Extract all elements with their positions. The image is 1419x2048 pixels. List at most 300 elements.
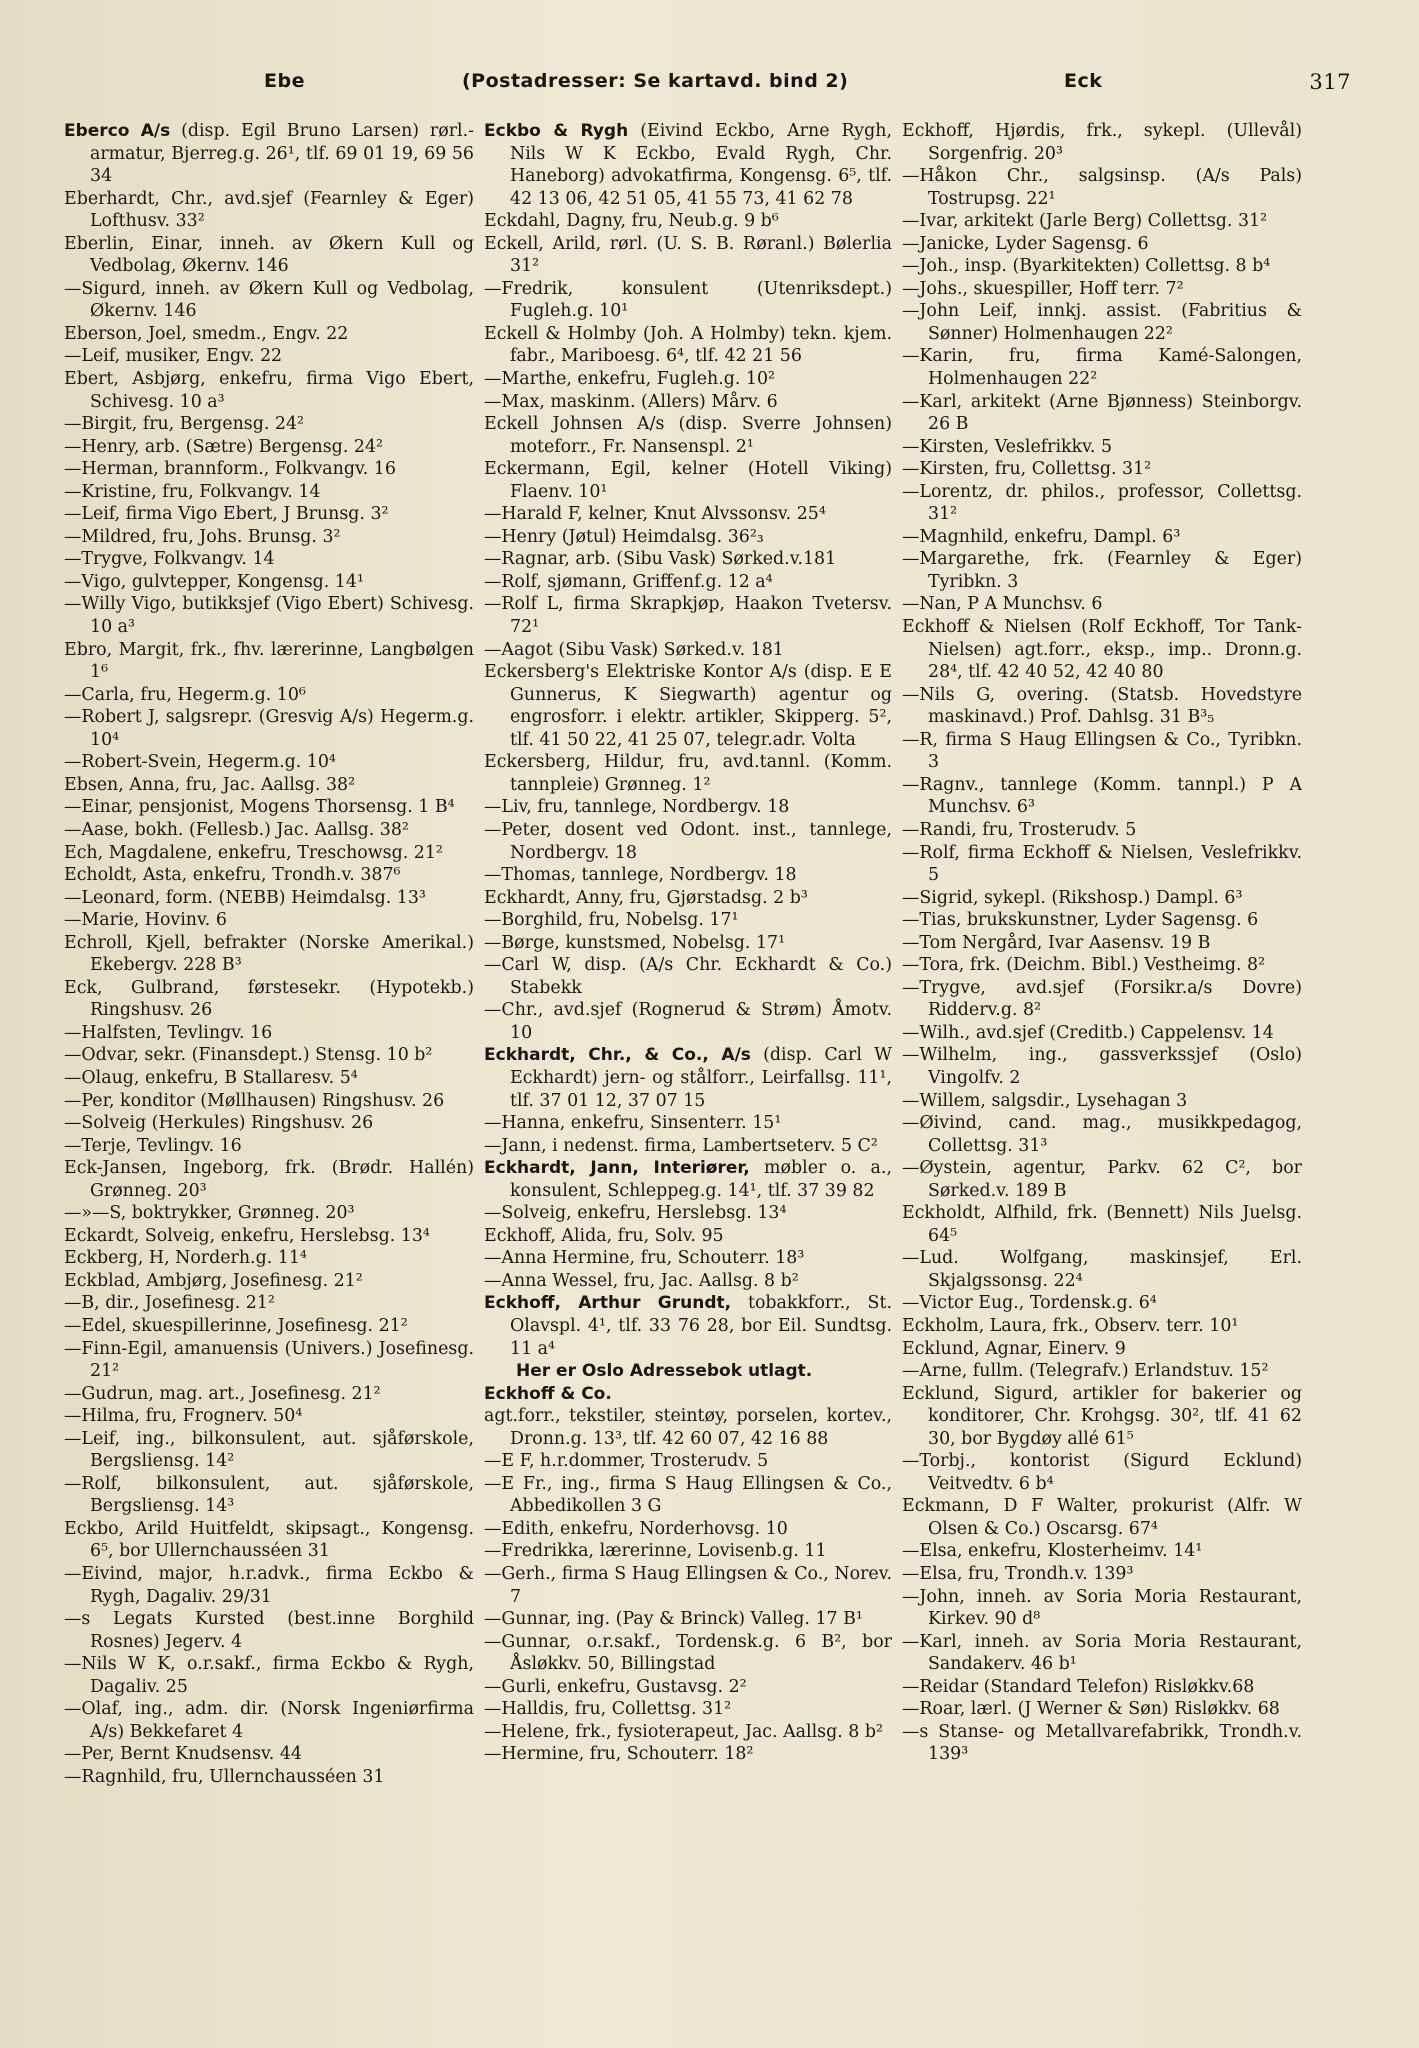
entry-text: —Hanna, enkefru, Sinsenterr. 15¹: [484, 1113, 782, 1134]
directory-columns: [64, 120, 1385, 2030]
directory-entry: [64, 751, 474, 774]
notice-line: Her er Oslo Adressebok utlagt.: [516, 1361, 813, 1382]
entry-text: —John, inneh. av Soria Moria Restaurant, Kirkev. 90 d⁸: [902, 1586, 1302, 1630]
entry-text: —Børge, kunstsmed, Nobelsg. 17¹: [484, 932, 786, 953]
entry-text: —Anna Hermine, fru, Schouterr. 18³: [484, 1248, 805, 1269]
directory-entry: [64, 413, 474, 436]
entry-text: —Fredrik, konsulent (Utenriksdept.) Fugleh.g. 10¹: [484, 278, 892, 322]
entry-text: —Harald F, kelner, Knut Alvssonsv. 25⁴: [484, 504, 826, 525]
entry-text: (Eivind Eckbo, Arne Rygh, Nils W K Eckbo, Evald Rygh, Chr. Haneborg) advokatfirma, Kongensg. 6⁵, tlf. 42 13 06, 42 51 05, 41 55 73, 41 62 78: [510, 121, 892, 209]
entry-text: —Jann, i nedenst. firma, Lambertseterv. 5 C²: [484, 1135, 878, 1156]
directory-entry: [64, 977, 474, 1022]
entry-text: —Fredrikka, lærerinne, Lovisenb.g. 11: [484, 1541, 827, 1562]
directory-entry: [902, 774, 1302, 819]
entry-text: —Tom Nergård, Ivar Aasensv. 19 B: [902, 932, 1211, 953]
directory-entry: [64, 1270, 474, 1293]
directory-entry: [484, 1292, 892, 1360]
entry-text: —Elsa, enkefru, Klosterheimv. 14¹: [902, 1541, 1203, 1562]
directory-entry: [484, 1473, 892, 1518]
directory-entry: [484, 368, 892, 391]
entry-text: —Rolf, firma Eckhoff & Nielsen, Veslefrikkv. 5: [902, 842, 1302, 886]
entry-text: —Sigrid, sykepl. (Rikshosp.) Dampl. 6³: [902, 887, 1243, 908]
entry-text: Eckersberg, Hildur, fru, avd.tannl. (Komm. tannpleie) Grønneg. 1²: [484, 752, 892, 795]
entry-text: Eck-Jansen, Ingeborg, frk. (Brødr. Hallén) Grønneg. 20³: [64, 1158, 474, 1201]
entry-text: —Margarethe, frk. (Fearnley & Eger) Tyribkn. 3: [902, 549, 1302, 592]
directory-entry: [64, 548, 474, 571]
directory-entry: [902, 684, 1302, 729]
directory-entry: [484, 1405, 892, 1450]
directory-entry: [902, 1044, 1302, 1089]
entry-text: Eckberg, H, Norderh.g. 11⁴: [64, 1248, 307, 1269]
directory-entry: [902, 729, 1302, 774]
entry-text: (disp. Carl W Eckhardt) jern- og stålforr., Leirfallsg. 11¹, tlf. 37 01 12, 37 07 15: [510, 1045, 892, 1111]
entry-text: —Robert-Svein, Hegerm.g. 10⁴: [64, 752, 336, 773]
directory-entry: [484, 1225, 892, 1248]
page-number: 317: [1309, 70, 1351, 94]
entry-text: —Max, maskinm. (Allers) Mårv. 6: [484, 391, 778, 412]
entry-text: —Øivind, cand. mag., musikkpedagog, Collettsg. 31³: [902, 1113, 1302, 1156]
entry-firm-name: Eckhoff, Arthur Grundt,: [484, 1293, 732, 1314]
entry-text: —Magnhild, enkefru, Dampl. 6³: [902, 526, 1181, 547]
directory-entry: [64, 345, 474, 368]
directory-entry: [902, 436, 1302, 459]
directory-entry: [902, 1157, 1302, 1202]
directory-entry: [64, 887, 474, 910]
entry-text: Eckholdt, Alfhild, frk. (Bennett) Nils Juelsg. 64⁵: [902, 1203, 1302, 1246]
entry-text: —Finn-Egil, amanuensis (Univers.) Josefinesg. 21²: [64, 1338, 474, 1382]
entry-text: Ebro, Margit, frk., fhv. lærerinne, Langbølgen 1⁶: [64, 639, 474, 683]
directory-entry: [902, 819, 1302, 842]
header-right-guideword: Eck: [1064, 70, 1103, 92]
entry-text: —Kirsten, Veslefrikkv. 5: [902, 436, 1113, 457]
directory-entry: [64, 188, 474, 233]
directory-entry: [484, 1676, 892, 1699]
directory-entry: [484, 909, 892, 932]
directory-entry: [484, 796, 892, 819]
entry-text: —Trygve, avd.sjef (Forsikr.a/s Dovre) Ridderv.g. 8²: [902, 977, 1302, 1021]
directory-entry: [64, 1202, 474, 1225]
directory-entry: [64, 639, 474, 684]
entry-text: —Rolf L, firma Skrapkjøp, Haakon Tvetersv. 72¹: [484, 594, 892, 638]
directory-entry: [484, 548, 892, 571]
directory-entry: [64, 1044, 474, 1067]
directory-entry: [902, 1112, 1302, 1157]
directory-entry: [902, 1315, 1302, 1338]
entry-text: —Borghild, fru, Nobelsg. 17¹: [484, 910, 739, 931]
directory-entry: [484, 954, 892, 999]
entry-text: —Trygve, Folkvangv. 14: [64, 549, 275, 570]
entry-text: —Willem, salgsdir., Lysehagan 3: [902, 1090, 1188, 1111]
directory-entry: [484, 1518, 892, 1541]
directory-entry: [484, 1383, 892, 1406]
entry-text: —Kirsten, fru, Collettsg. 31²: [902, 459, 1152, 480]
entry-text: —Herman, brannform., Folkvangv. 16: [64, 459, 396, 480]
entry-text: —Olaug, enkefru, B Stallaresv. 5⁴: [64, 1067, 358, 1088]
entry-text: —Victor Eug., Tordensk.g. 6⁴: [902, 1293, 1157, 1314]
entry-text: —Johs., skuespiller, Hoff terr. 7²: [902, 278, 1184, 299]
entry-text: —Ragnar, arb. (Sibu Vask) Sørked.v.181: [484, 549, 837, 570]
entry-text: —Edel, skuespillerinne, Josefinesg. 21²: [64, 1315, 408, 1336]
directory-entry: [902, 593, 1302, 616]
entry-text: —Birgit, fru, Bergensg. 24²: [64, 414, 305, 435]
entry-text: —Wilhelm, ing., gassverkssjef (Oslo) Vingolfv. 2: [902, 1045, 1302, 1088]
directory-entry: [64, 436, 474, 459]
entry-text: —Karin, fru, firma Kamé-Salongen, Holmenhaugen 22²: [902, 346, 1302, 390]
directory-entry: [484, 1247, 892, 1270]
directory-entry: [64, 233, 474, 278]
entry-text: —Odvar, sekr. (Finansdept.) Stensg. 10 b²: [64, 1045, 433, 1066]
entry-text: Eck, Gulbrand, førstesekr. (Hypotekb.) Ringshusv. 26: [64, 977, 474, 1021]
entry-text: —Solveig, enkefru, Herslebsg. 13⁴: [484, 1203, 787, 1224]
entry-text: —Edith, enkefru, Norderhovsg. 10: [484, 1518, 788, 1539]
directory-entry: [484, 1698, 892, 1721]
directory-entry: [484, 1721, 892, 1744]
directory-entry: [484, 1270, 892, 1293]
directory-entry: [902, 1631, 1302, 1676]
directory-entry: [64, 1698, 474, 1743]
directory-entry: [902, 1022, 1302, 1045]
entry-text: —John Leif, innkj. assist. (Fabritius & Sønner) Holmenhaugen 22²: [902, 301, 1302, 344]
entry-text: —Solveig (Herkules) Ringshusv. 26: [64, 1113, 374, 1134]
directory-entry: [64, 526, 474, 549]
entry-text: —Marthe, enkefru, Fugleh.g. 10²: [484, 369, 776, 390]
directory-entry: [64, 932, 474, 977]
directory-entry: [484, 1743, 892, 1766]
directory-entry: [902, 1721, 1302, 1766]
directory-entry: [902, 887, 1302, 910]
directory-entry: [64, 1518, 474, 1563]
directory-entry: [64, 1338, 474, 1383]
directory-entry: [902, 1676, 1302, 1699]
entry-text: —Lud. Wolfgang, maskinsjef, Erl. Skjalgssonsg. 22⁴: [902, 1248, 1302, 1291]
entry-text: —R, firma S Haug Ellingsen & Co., Tyribkn. 3: [902, 729, 1302, 773]
entry-text: —Halldis, fru, Collettsg. 31²: [484, 1699, 732, 1720]
entry-text: —Robert J, salgsrepr. (Gresvig A/s) Hegerm.g. 10⁴: [64, 707, 474, 750]
entry-text: —E F, h.r.dommer, Trosterudv. 5: [484, 1451, 769, 1472]
directory-entry: [484, 932, 892, 955]
entry-text: Eckhardt, Anny, fru, Gjørstadsg. 2 b³: [484, 887, 808, 908]
directory-entry: [64, 909, 474, 932]
entry-text: Eckblad, Ambjørg, Josefinesg. 21²: [64, 1270, 363, 1291]
directory-entry: [902, 233, 1302, 256]
directory-entry: [64, 120, 474, 188]
entry-text: —Mildred, fru, Johs. Brunsg. 3²: [64, 526, 341, 547]
column-2: [484, 120, 892, 2030]
entry-text: —Karl, inneh. av Soria Moria Restaurant, Sandakerv. 46 b¹: [902, 1631, 1302, 1675]
entry-text: —s Stanse- og Metallvarefabrikk, Trondh.v. 139³: [902, 1721, 1302, 1765]
directory-entry: [484, 323, 892, 368]
entry-text: Eckhoff & Nielsen (Rolf Eckhoff, Tor Tank-Nielsen) agt.forr., eksp., imp.. Dronn.g. 28⁴, tlf. 42 40 52, 42 40 80: [902, 617, 1302, 683]
entry-text: —»—S, boktrykker, Grønneg. 20³: [64, 1203, 355, 1224]
directory-entry: [64, 1653, 474, 1698]
directory-entry: [902, 1202, 1302, 1247]
entry-text: Eckhoff, Hjørdis, frk., sykepl. (Ullevål) Sorgenfrig. 20³: [902, 121, 1302, 164]
entry-text: Eckell Johnsen A/s (disp. Sverre Johnsen) moteforr., Fr. Nansenspl. 2¹: [484, 414, 892, 457]
directory-entry: [484, 1135, 892, 1158]
entry-text: —Vigo, gulvtepper, Kongensg. 14¹: [64, 571, 364, 592]
entry-text: —Arne, fullm. (Telegrafv.) Erlandstuv. 15²: [902, 1361, 1269, 1382]
directory-entry: [484, 1044, 892, 1112]
entry-text: —Leif, firma Vigo Ebert, J Brunsg. 3²: [64, 504, 389, 525]
directory-entry: [64, 1315, 474, 1338]
directory-entry: [902, 932, 1302, 955]
entry-text: —Leif, musiker, Engv. 22: [64, 346, 283, 367]
entry-text: —Henry, arb. (Sætre) Bergensg. 24²: [64, 436, 383, 457]
entry-text: —Marie, Hovinv. 6: [64, 910, 227, 931]
directory-entry: [64, 1135, 474, 1158]
entry-text: —Reidar (Standard Telefon) Risløkkv.68: [902, 1676, 1255, 1697]
directory-entry: [902, 1292, 1302, 1315]
directory-entry: [902, 255, 1302, 278]
entry-text: Eckersberg's Elektriske Kontor A/s (disp. E E Gunnerus, K Siegwarth) agentur og engrosforr. i elektr. artikler, Skipperg. 5², tlf. 41 50 22, 41 25 07, telegr.adr. Volta: [484, 662, 892, 750]
directory-entry: [902, 1495, 1302, 1540]
directory-entry: [64, 1383, 474, 1406]
entry-firm-name: Eckbo & Rygh: [484, 121, 629, 141]
directory-entry: [64, 1247, 474, 1270]
page-header: [64, 70, 1385, 104]
directory-entry: [902, 481, 1302, 526]
directory-entry: [484, 639, 892, 662]
directory-entry: [484, 887, 892, 910]
entry-text: —Ivar, arkitekt (Jarle Berg) Collettsg. 31²: [902, 211, 1268, 232]
directory-entry: [484, 413, 892, 458]
directory-entry: [902, 1360, 1302, 1383]
directory-entry: [902, 1383, 1302, 1451]
entry-text: —Hermine, fru, Schouterr. 18²: [484, 1744, 754, 1765]
entry-text: Eberson, Joel, smedm., Engv. 22: [64, 323, 349, 344]
directory-entry: [64, 684, 474, 707]
entry-text: —Gunnar, o.r.sakf., Tordensk.g. 6 B², bor Åsløkkv. 50, Billingstad: [484, 1631, 892, 1675]
entry-text: Ecklund, Agnar, Einerv. 9: [902, 1338, 1126, 1359]
directory-entry: [64, 1766, 474, 1789]
directory-entry: [484, 1112, 892, 1135]
entry-text: —Gudrun, mag. art., Josefinesg. 21²: [64, 1383, 381, 1404]
entry-text: —Thomas, tannlege, Nordbergv. 18: [484, 865, 797, 886]
entry-text: tobakkforr., St. Olavspl. 4¹, tlf. 33 76 28, bor Eil. Sundtsg. 11 a⁴: [510, 1293, 892, 1359]
entry-text: —Eivind, major, h.r.advk., firma Eckbo & Rygh, Dagaliv. 29/31: [64, 1564, 474, 1607]
entry-text: —Ragnv., tannlege (Komm. tannpl.) P A Munchsv. 6³: [902, 774, 1302, 818]
directory-entry: [64, 819, 474, 842]
entry-text: —Rolf, bilkonsulent, aut. sjåførskole, Bergsliensg. 14³: [64, 1473, 474, 1517]
entry-text: —Per, Bernt Knudsensv. 44: [64, 1744, 302, 1765]
entry-text: —Nils W K, o.r.sakf., firma Eckbo & Rygh, Dagaliv. 25: [64, 1654, 474, 1697]
directory-entry: [64, 458, 474, 481]
directory-entry: [64, 481, 474, 504]
directory-entry: [902, 1247, 1302, 1292]
entry-text: Eckermann, Egil, kelner (Hotell Viking) Flaenv. 10¹: [484, 459, 892, 502]
entry-text: —Joh., insp. (Byarkitekten) Collettsg. 8 b⁴: [902, 256, 1271, 277]
entry-text: agt.forr., tekstiler, steintøy, porselen, kortev., Dronn.g. 13³, tlf. 42 60 07, 42 16 88: [484, 1406, 892, 1449]
directory-entry: [64, 774, 474, 797]
entry-text: —Nan, P A Munchsv. 6: [902, 594, 1103, 615]
directory-entry: [902, 977, 1302, 1022]
directory-entry: [64, 796, 474, 819]
directory-entry: [902, 954, 1302, 977]
directory-entry: [902, 1338, 1302, 1361]
entry-text: Echoldt, Asta, enkefru, Trondh.v. 387⁶: [64, 865, 401, 886]
entry-text: —Aagot (Sibu Vask) Sørked.v. 181: [484, 639, 784, 660]
directory-entry: [484, 1202, 892, 1225]
entry-text: —Leif, ing., bilkonsulent, aut. sjåførskole, Bergsliensg. 14²: [64, 1428, 474, 1472]
entry-text: —Terje, Tevlingv. 16: [64, 1135, 242, 1156]
entry-text: Eberhardt, Chr., avd.sjef (Fearnley & Eger) Lofthusv. 33²: [64, 188, 474, 232]
entry-text: —Halfsten, Tevlingv. 16: [64, 1022, 273, 1043]
directory-entry: [64, 1292, 474, 1315]
directory-entry: [484, 1450, 892, 1473]
entry-text: —Carl W, disp. (A/s Chr. Eckhardt & Co.) Stabekk: [484, 955, 892, 998]
directory-entry: [484, 864, 892, 887]
directory-entry: [64, 1473, 474, 1518]
directory-entry: [64, 1022, 474, 1045]
directory-entry: [902, 1563, 1302, 1586]
entry-text: —Randi, fru, Trosterudv. 5: [902, 819, 1137, 840]
directory-entry: [484, 120, 892, 210]
directory-entry: [902, 526, 1302, 549]
directory-entry: [902, 1450, 1302, 1495]
directory-entry: [902, 165, 1302, 210]
entry-text: —Øystein, agentur, Parkv. 62 C², bor Sørked.v. 189 B: [902, 1158, 1302, 1201]
directory-entry: [484, 999, 892, 1044]
entry-text: Eckbo, Arild Huitfeldt, skipsagt., Kongensg. 6⁵, bor Ullernchausséen 31: [64, 1518, 474, 1562]
directory-entry: [484, 503, 892, 526]
entry-text: Ebsen, Anna, fru, Jac. Aallsg. 38²: [64, 774, 356, 795]
directory-entry: [902, 909, 1302, 932]
entry-text: Eckardt, Solveig, enkefru, Herslebsg. 13⁴: [64, 1225, 430, 1246]
directory-entry: [484, 1608, 892, 1631]
directory-entry: [64, 1743, 474, 1766]
directory-entry: [902, 391, 1302, 436]
entry-text: —Rolf, sjømann, Griffenf.g. 12 a⁴: [484, 571, 773, 592]
directory-entry: [64, 842, 474, 865]
directory-entry: [484, 1631, 892, 1676]
directory-entry: [484, 1540, 892, 1563]
directory-entry: [64, 593, 474, 638]
directory-entry: [484, 571, 892, 594]
directory-entry: [902, 842, 1302, 887]
directory-entry: [902, 345, 1302, 390]
directory-entry: [64, 1563, 474, 1608]
directory-entry: [64, 1112, 474, 1135]
entry-text: —E Fr., ing., firma S Haug Ellingsen & Co., Abbedikollen 3 G: [484, 1473, 892, 1517]
entry-text: —Chr., avd.sjef (Rognerud & Strøm) Åmotv. 10: [484, 1000, 892, 1043]
directory-entry: [902, 548, 1302, 593]
directory-entry: [902, 1540, 1302, 1563]
directory-entry: [64, 1608, 474, 1653]
entry-text: —Kristine, fru, Folkvangv. 14: [64, 481, 321, 502]
entry-text: —Per, konditor (Møllhausen) Ringshusv. 26: [64, 1090, 445, 1111]
entry-text: Eckmann, D F Walter, prokurist (Alfr. W Olsen & Co.) Oscarsg. 67⁴: [902, 1496, 1302, 1539]
directory-entry: [902, 210, 1302, 233]
entry-text: —Håkon Chr., salgsinsp. (A/s Pals) Tostrupsg. 22¹: [902, 166, 1302, 209]
directory-entry: [64, 1090, 474, 1113]
entry-firm-name: Eckhoff & Co.: [484, 1383, 612, 1404]
entry-text: —s Legats Kursted (best.inne Borghild Rosnes) Jegerv. 4: [64, 1609, 474, 1652]
directory-entry: [484, 278, 892, 323]
directory-entry: [64, 368, 474, 413]
entry-text: —Gerh., firma S Haug Ellingsen & Co., Norev. 7: [484, 1564, 892, 1607]
entry-text: Eckell, Arild, rørl. (U. S. B. Røranl.) Bølerlia 31²: [484, 233, 892, 277]
directory-entry: [64, 1225, 474, 1248]
entry-text: —Roar, lærl. (J Werner & Søn) Risløkkv. 68: [902, 1699, 1280, 1720]
directory-entry: [64, 571, 474, 594]
entry-text: —Peter, dosent ved Odont. inst., tannlege, Nordbergv. 18: [484, 819, 892, 863]
entry-text: —Leonard, form. (NEBB) Heimdalsg. 13³: [64, 887, 426, 908]
entry-text: Ebert, Asbjørg, enkefru, firma Vigo Ebert, Schivesg. 10 a³: [64, 369, 474, 412]
directory-entry: [484, 751, 892, 796]
directory-entry: [484, 526, 892, 549]
directory-entry: [64, 278, 474, 323]
entry-text: —Elsa, fru, Trondh.v. 139³: [902, 1564, 1134, 1584]
entry-text: Ech, Magdalene, enkefru, Treschowsg. 21²: [64, 842, 443, 863]
entry-text: —Sigurd, inneh. av Økern Kull og Vedbolag, Økernv. 146: [64, 278, 474, 322]
column-1: [64, 120, 474, 2030]
entry-text: Eckdahl, Dagny, fru, Neub.g. 9 b⁶: [484, 211, 779, 232]
directory-entry: [64, 864, 474, 887]
directory-entry: [902, 458, 1302, 481]
directory-entry: [64, 1067, 474, 1090]
directory-entry: [484, 1157, 892, 1202]
directory-entry: [902, 278, 1302, 301]
entry-text: —Liv, fru, tannlege, Nordbergv. 18: [484, 797, 790, 818]
entry-text: —Hilma, fru, Frognerv. 50⁴: [64, 1406, 303, 1427]
entry-text: møbler o. a., konsulent, Schleppeg.g. 14¹, tlf. 37 39 82: [510, 1158, 892, 1201]
entry-text: —Anna Wessel, fru, Jac. Aallsg. 8 b²: [484, 1270, 799, 1291]
entry-text: Ecklund, Sigurd, artikler for bakerier og konditorer, Chr. Krohgsg. 30², tlf. 41 62 30, bor Bygdøy allé 61⁵: [902, 1383, 1302, 1449]
entry-text: —Janicke, Lyder Sagensg. 6: [902, 233, 1149, 254]
entry-text: (disp. Egil Bruno Larsen) rørl.-armatur, Bjerreg.g. 26¹, tlf. 69 01 19, 69 56 34: [90, 121, 474, 187]
entry-text: Echroll, Kjell, befrakter (Norske Amerikal.) Ekebergv. 228 B³: [64, 932, 474, 976]
entry-text: —Einar, pensjonist, Mogens Thorsensg. 1 B⁴: [64, 797, 455, 818]
entry-text: —Lorentz, dr. philos., professor, Collettsg. 31²: [902, 481, 1302, 525]
directory-entry: [484, 1563, 892, 1608]
column-3: [902, 120, 1302, 2030]
directory-entry: [64, 323, 474, 346]
header-center-note: (Postadresser: Se kartavd. bind 2): [462, 70, 849, 92]
entry-firm-name: Eckhardt, Chr., & Co., A/s: [484, 1045, 751, 1066]
entry-text: —Carla, fru, Hegerm.g. 10⁶: [64, 684, 306, 705]
directory-entry: [902, 300, 1302, 345]
entry-text: —Aase, bokh. (Fellesb.) Jac. Aallsg. 38²: [64, 819, 409, 840]
entry-text: —Helene, frk., fysioterapeut, Jac. Aallsg. 8 b²: [484, 1721, 883, 1742]
header-left-guideword: Ebe: [264, 70, 305, 92]
directory-entry: [484, 593, 892, 638]
entry-text: —Henry (Jøtul) Heimdalsg. 36²₃: [484, 526, 764, 547]
directory-entry: [902, 1698, 1302, 1721]
directory-entry: [484, 233, 892, 278]
entry-text: —Gurli, enkefru, Gustavsg. 2²: [484, 1676, 747, 1697]
entry-text: —Tias, brukskunstner, Lyder Sagensg. 6: [902, 910, 1259, 931]
entry-text: —Willy Vigo, butikksjef (Vigo Ebert) Schivesg. 10 a³: [64, 594, 474, 638]
entry-text: —Wilh., avd.sjef (Creditb.) Cappelensv. 14: [902, 1022, 1274, 1043]
entry-text: —Ragnhild, fru, Ullernchausséen 31: [64, 1766, 385, 1787]
directory-entry: [64, 706, 474, 751]
directory-entry: [64, 503, 474, 526]
directory-entry: [484, 661, 892, 751]
directory-entry: [484, 819, 892, 864]
entry-firm-name: Eberco A/s: [64, 121, 171, 141]
entry-text: —Gunnar, ing. (Pay & Brinck) Valleg. 17 B¹: [484, 1609, 863, 1630]
directory-entry: [902, 1586, 1302, 1631]
directory-entry: [484, 458, 892, 503]
entry-text: —B, dir., Josefinesg. 21²: [64, 1293, 275, 1314]
entry-text: Eckell & Holmby (Joh. A Holmby) tekn. kjem. fabr., Mariboesg. 6⁴, tlf. 42 21 56: [484, 323, 892, 367]
entry-text: —Torbj., kontorist (Sigurd Ecklund) Veitvedtv. 6 b⁴: [902, 1451, 1302, 1494]
directory-entry: [484, 391, 892, 414]
directory-entry: [64, 1405, 474, 1428]
directory-entry: [902, 120, 1302, 165]
directory-entry: [902, 1090, 1302, 1113]
entry-text: Eckholm, Laura, frk., Observ. terr. 10¹: [902, 1315, 1239, 1336]
